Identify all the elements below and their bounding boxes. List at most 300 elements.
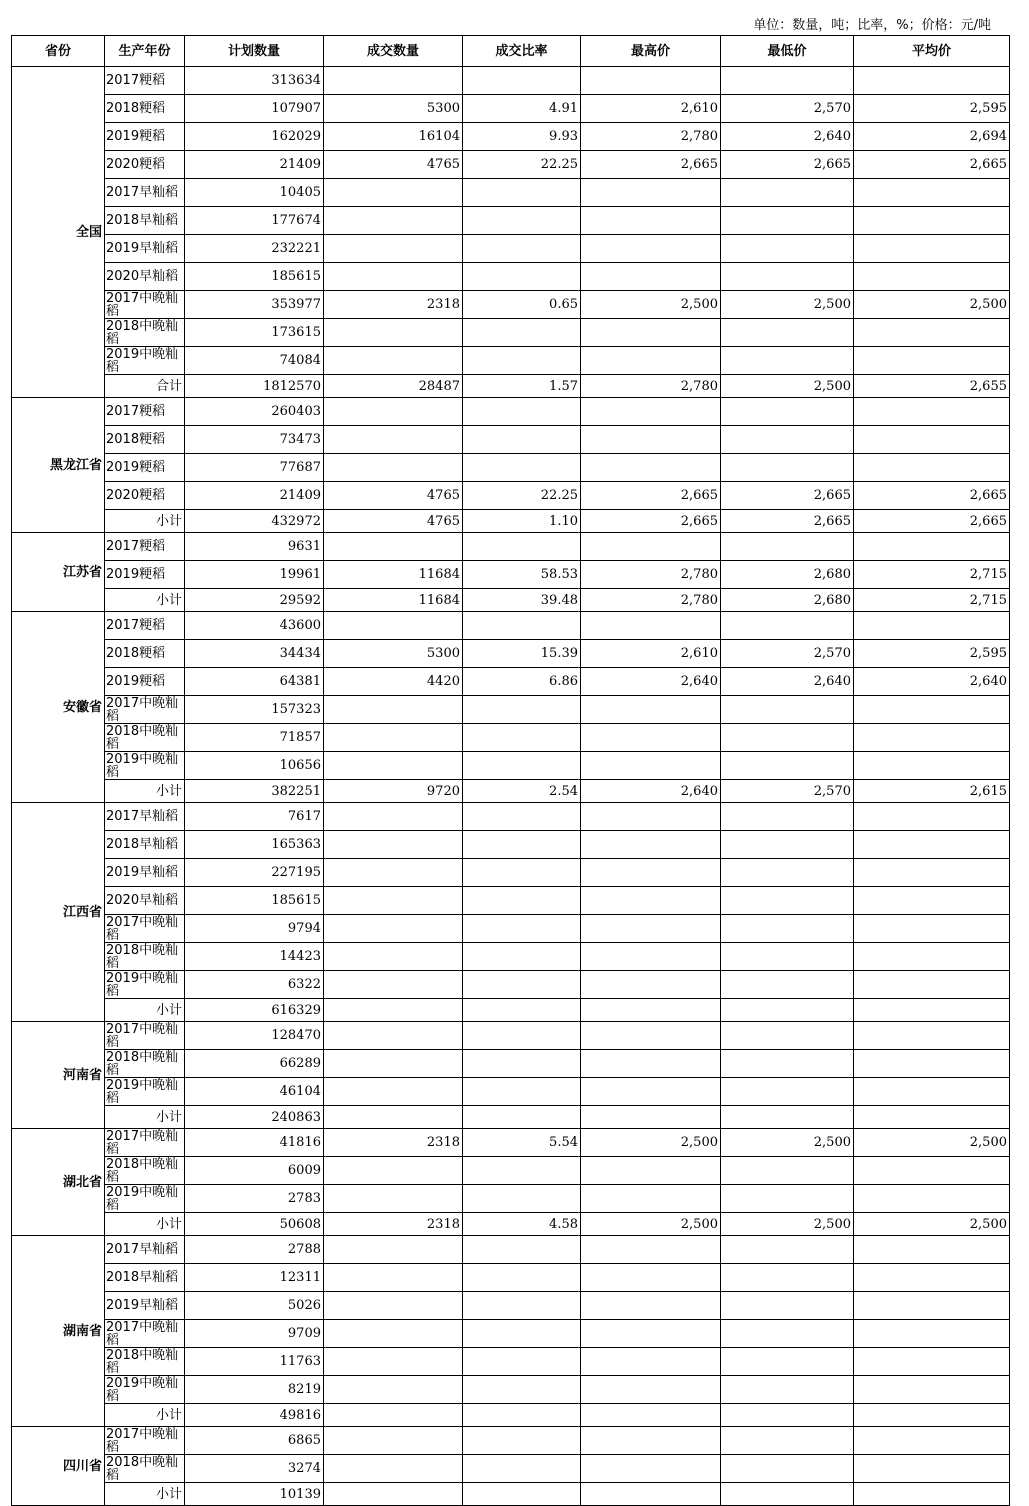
production-year-cell: 2019早籼稻 xyxy=(105,235,185,263)
production-year-cell: 2018早籼稻 xyxy=(105,1264,185,1292)
header-trade-ratio: 成交比率 xyxy=(463,36,581,67)
table-row xyxy=(12,1078,1010,1106)
average-price-cell xyxy=(854,179,1010,207)
highest-price-cell xyxy=(581,696,721,724)
trade-ratio-cell xyxy=(463,1376,581,1404)
average-price-cell xyxy=(854,1427,1010,1455)
trade-ratio-cell xyxy=(463,696,581,724)
average-price-cell xyxy=(854,1376,1010,1404)
lowest-price-cell xyxy=(721,1292,854,1320)
highest-price-cell xyxy=(581,1404,721,1427)
production-year-cell: 2018中晚籼稻 xyxy=(105,943,185,971)
lowest-price-cell xyxy=(721,235,854,263)
planned-quantity-cell: 49816 xyxy=(185,1404,324,1427)
highest-price-cell xyxy=(581,347,721,375)
traded-quantity-cell xyxy=(324,533,463,561)
trade-ratio-cell xyxy=(463,999,581,1022)
lowest-price-cell xyxy=(721,1185,854,1213)
average-price-cell xyxy=(854,1348,1010,1376)
planned-quantity-cell: 3274 xyxy=(185,1455,324,1483)
average-price-cell xyxy=(854,915,1010,943)
traded-quantity-cell xyxy=(324,319,463,347)
trade-ratio-cell xyxy=(463,1185,581,1213)
highest-price-cell xyxy=(581,319,721,347)
traded-quantity-cell xyxy=(324,1292,463,1320)
lowest-price-cell xyxy=(721,1348,854,1376)
lowest-price-cell: 2,500 xyxy=(721,291,854,319)
traded-quantity-cell xyxy=(324,803,463,831)
average-price-cell xyxy=(854,1185,1010,1213)
lowest-price-cell xyxy=(721,612,854,640)
trade-ratio-cell: 5.54 xyxy=(463,1129,581,1157)
lowest-price-cell: 2,570 xyxy=(721,640,854,668)
table-row xyxy=(12,859,1010,887)
planned-quantity-cell: 21409 xyxy=(185,482,324,510)
highest-price-cell xyxy=(581,859,721,887)
lowest-price-cell xyxy=(721,1236,854,1264)
production-year-cell: 2018早籼稻 xyxy=(105,207,185,235)
planned-quantity-cell: 107907 xyxy=(185,95,324,123)
lowest-price-cell: 2,500 xyxy=(721,375,854,398)
lowest-price-cell xyxy=(721,533,854,561)
traded-quantity-cell: 2318 xyxy=(324,291,463,319)
lowest-price-cell xyxy=(721,724,854,752)
auction-results-table xyxy=(11,35,1010,1506)
traded-quantity-cell: 4765 xyxy=(324,151,463,179)
traded-quantity-cell: 5300 xyxy=(324,640,463,668)
production-year-cell: 2018中晚籼稻 xyxy=(105,1348,185,1376)
trade-ratio-cell xyxy=(463,1106,581,1129)
province-cell: 江西省 xyxy=(12,803,105,1022)
traded-quantity-cell xyxy=(324,1157,463,1185)
province-cell: 湖南省 xyxy=(12,1236,105,1427)
lowest-price-cell: 2,665 xyxy=(721,482,854,510)
average-price-cell xyxy=(854,859,1010,887)
trade-ratio-cell xyxy=(463,724,581,752)
trade-ratio-cell xyxy=(463,235,581,263)
highest-price-cell: 2,610 xyxy=(581,640,721,668)
traded-quantity-cell xyxy=(324,724,463,752)
lowest-price-cell xyxy=(721,207,854,235)
traded-quantity-cell xyxy=(324,1404,463,1427)
trade-ratio-cell xyxy=(463,803,581,831)
traded-quantity-cell xyxy=(324,1050,463,1078)
average-price-cell xyxy=(854,831,1010,859)
table-row xyxy=(12,510,1010,533)
traded-quantity-cell xyxy=(324,752,463,780)
lowest-price-cell xyxy=(721,943,854,971)
lowest-price-cell: 2,665 xyxy=(721,510,854,533)
table-row xyxy=(12,724,1010,752)
trade-ratio-cell xyxy=(463,943,581,971)
highest-price-cell xyxy=(581,398,721,426)
highest-price-cell xyxy=(581,426,721,454)
trade-ratio-cell xyxy=(463,1292,581,1320)
trade-ratio-cell: 15.39 xyxy=(463,640,581,668)
trade-ratio-cell xyxy=(463,887,581,915)
table-row xyxy=(12,482,1010,510)
average-price-cell xyxy=(854,533,1010,561)
trade-ratio-cell xyxy=(463,859,581,887)
traded-quantity-cell xyxy=(324,1264,463,1292)
header-traded-quantity: 成交数量 xyxy=(324,36,463,67)
lowest-price-cell xyxy=(721,398,854,426)
lowest-price-cell: 2,640 xyxy=(721,668,854,696)
lowest-price-cell xyxy=(721,696,854,724)
header-lowest-price: 最低价 xyxy=(721,36,854,67)
table-row xyxy=(12,1264,1010,1292)
production-year-cell: 2017粳稻 xyxy=(105,398,185,426)
lowest-price-cell xyxy=(721,831,854,859)
traded-quantity-cell xyxy=(324,887,463,915)
trade-ratio-cell xyxy=(463,67,581,95)
traded-quantity-cell: 4765 xyxy=(324,482,463,510)
trade-ratio-cell xyxy=(463,1022,581,1050)
average-price-cell xyxy=(854,1320,1010,1348)
table-row xyxy=(12,291,1010,319)
average-price-cell xyxy=(854,1292,1010,1320)
header-province: 省份 xyxy=(12,36,105,67)
table-row xyxy=(12,1185,1010,1213)
planned-quantity-cell: 10656 xyxy=(185,752,324,780)
production-year-cell: 2020粳稻 xyxy=(105,482,185,510)
traded-quantity-cell: 28487 xyxy=(324,375,463,398)
trade-ratio-cell: 1.10 xyxy=(463,510,581,533)
trade-ratio-cell: 4.91 xyxy=(463,95,581,123)
table-row xyxy=(12,123,1010,151)
lowest-price-cell xyxy=(721,1106,854,1129)
production-year-cell: 2017中晚籼稻 xyxy=(105,696,185,724)
table-row xyxy=(12,151,1010,179)
production-year-cell: 2018中晚籼稻 xyxy=(105,724,185,752)
lowest-price-cell xyxy=(721,1264,854,1292)
planned-quantity-cell: 43600 xyxy=(185,612,324,640)
average-price-cell xyxy=(854,724,1010,752)
lowest-price-cell: 2,570 xyxy=(721,95,854,123)
average-price-cell xyxy=(854,612,1010,640)
highest-price-cell xyxy=(581,831,721,859)
lowest-price-cell xyxy=(721,1320,854,1348)
lowest-price-cell xyxy=(721,1157,854,1185)
trade-ratio-cell: 6.86 xyxy=(463,668,581,696)
traded-quantity-cell xyxy=(324,1348,463,1376)
lowest-price-cell xyxy=(721,999,854,1022)
table-row xyxy=(12,1348,1010,1376)
lowest-price-cell xyxy=(721,859,854,887)
table-row xyxy=(12,780,1010,803)
traded-quantity-cell xyxy=(324,1427,463,1455)
highest-price-cell xyxy=(581,1106,721,1129)
production-year-cell: 2018中晚籼稻 xyxy=(105,1157,185,1185)
planned-quantity-cell: 46104 xyxy=(185,1078,324,1106)
trade-ratio-cell xyxy=(463,915,581,943)
planned-quantity-cell: 227195 xyxy=(185,859,324,887)
highest-price-cell xyxy=(581,1483,721,1506)
trade-ratio-cell xyxy=(463,1348,581,1376)
trade-ratio-cell xyxy=(463,1264,581,1292)
trade-ratio-cell xyxy=(463,1483,581,1506)
highest-price-cell xyxy=(581,1320,721,1348)
table-row xyxy=(12,375,1010,398)
average-price-cell: 2,500 xyxy=(854,1213,1010,1236)
average-price-cell: 2,500 xyxy=(854,1129,1010,1157)
production-year-cell: 2017中晚籼稻 xyxy=(105,1320,185,1348)
highest-price-cell xyxy=(581,1292,721,1320)
lowest-price-cell xyxy=(721,1427,854,1455)
table-row xyxy=(12,67,1010,95)
header-highest-price: 最高价 xyxy=(581,36,721,67)
production-year-cell: 2018中晚籼稻 xyxy=(105,1455,185,1483)
planned-quantity-cell: 616329 xyxy=(185,999,324,1022)
trade-ratio-cell xyxy=(463,454,581,482)
average-price-cell xyxy=(854,207,1010,235)
table-row xyxy=(12,1022,1010,1050)
planned-quantity-cell: 2788 xyxy=(185,1236,324,1264)
table-row xyxy=(12,943,1010,971)
highest-price-cell: 2,500 xyxy=(581,1129,721,1157)
production-year-cell: 2019中晚籼稻 xyxy=(105,347,185,375)
traded-quantity-cell xyxy=(324,859,463,887)
table-row xyxy=(12,915,1010,943)
production-year-cell: 小计 xyxy=(105,999,185,1022)
average-price-cell xyxy=(854,235,1010,263)
planned-quantity-cell: 21409 xyxy=(185,151,324,179)
planned-quantity-cell: 9631 xyxy=(185,533,324,561)
lowest-price-cell xyxy=(721,319,854,347)
planned-quantity-cell: 14423 xyxy=(185,943,324,971)
traded-quantity-cell xyxy=(324,454,463,482)
average-price-cell xyxy=(854,1078,1010,1106)
highest-price-cell: 2,500 xyxy=(581,291,721,319)
highest-price-cell: 2,640 xyxy=(581,668,721,696)
planned-quantity-cell: 6322 xyxy=(185,971,324,999)
planned-quantity-cell: 19961 xyxy=(185,561,324,589)
traded-quantity-cell xyxy=(324,999,463,1022)
production-year-cell: 合计 xyxy=(105,375,185,398)
average-price-cell xyxy=(854,971,1010,999)
production-year-cell: 2019中晚籼稻 xyxy=(105,1078,185,1106)
trade-ratio-cell: 0.65 xyxy=(463,291,581,319)
trade-ratio-cell: 2.54 xyxy=(463,780,581,803)
planned-quantity-cell: 432972 xyxy=(185,510,324,533)
production-year-cell: 2017中晚籼稻 xyxy=(105,915,185,943)
planned-quantity-cell: 9794 xyxy=(185,915,324,943)
production-year-cell: 2017早籼稻 xyxy=(105,1236,185,1264)
average-price-cell xyxy=(854,1157,1010,1185)
planned-quantity-cell: 6009 xyxy=(185,1157,324,1185)
traded-quantity-cell: 2318 xyxy=(324,1213,463,1236)
average-price-cell xyxy=(854,943,1010,971)
production-year-cell: 2019粳稻 xyxy=(105,561,185,589)
planned-quantity-cell: 29592 xyxy=(185,589,324,612)
highest-price-cell xyxy=(581,803,721,831)
planned-quantity-cell: 64381 xyxy=(185,668,324,696)
table-body xyxy=(12,67,1010,1506)
average-price-cell: 2,595 xyxy=(854,640,1010,668)
production-year-cell: 2019早籼稻 xyxy=(105,859,185,887)
highest-price-cell xyxy=(581,1022,721,1050)
table-row xyxy=(12,1483,1010,1506)
lowest-price-cell: 2,640 xyxy=(721,123,854,151)
average-price-cell xyxy=(854,263,1010,291)
production-year-cell: 小计 xyxy=(105,1483,185,1506)
highest-price-cell xyxy=(581,999,721,1022)
traded-quantity-cell xyxy=(324,612,463,640)
table-row xyxy=(12,752,1010,780)
highest-price-cell xyxy=(581,454,721,482)
planned-quantity-cell: 9709 xyxy=(185,1320,324,1348)
planned-quantity-cell: 77687 xyxy=(185,454,324,482)
average-price-cell xyxy=(854,454,1010,482)
planned-quantity-cell: 10139 xyxy=(185,1483,324,1506)
highest-price-cell: 2,780 xyxy=(581,561,721,589)
planned-quantity-cell: 34434 xyxy=(185,640,324,668)
highest-price-cell: 2,610 xyxy=(581,95,721,123)
planned-quantity-cell: 6865 xyxy=(185,1427,324,1455)
planned-quantity-cell: 185615 xyxy=(185,263,324,291)
traded-quantity-cell: 2318 xyxy=(324,1129,463,1157)
trade-ratio-cell xyxy=(463,426,581,454)
production-year-cell: 2017中晚籼稻 xyxy=(105,1022,185,1050)
traded-quantity-cell xyxy=(324,263,463,291)
planned-quantity-cell: 7617 xyxy=(185,803,324,831)
trade-ratio-cell xyxy=(463,752,581,780)
lowest-price-cell: 2,500 xyxy=(721,1129,854,1157)
table-row xyxy=(12,1404,1010,1427)
planned-quantity-cell: 162029 xyxy=(185,123,324,151)
highest-price-cell xyxy=(581,1264,721,1292)
trade-ratio-cell xyxy=(463,1157,581,1185)
traded-quantity-cell xyxy=(324,1483,463,1506)
production-year-cell: 2018粳稻 xyxy=(105,640,185,668)
trade-ratio-cell xyxy=(463,831,581,859)
production-year-cell: 2018中晚籼稻 xyxy=(105,1050,185,1078)
highest-price-cell: 2,665 xyxy=(581,510,721,533)
lowest-price-cell xyxy=(721,426,854,454)
header-row xyxy=(12,36,1010,67)
province-cell: 四川省 xyxy=(12,1427,105,1506)
header-planned-quantity: 计划数量 xyxy=(185,36,324,67)
average-price-cell: 2,715 xyxy=(854,589,1010,612)
lowest-price-cell xyxy=(721,1022,854,1050)
highest-price-cell xyxy=(581,887,721,915)
average-price-cell xyxy=(854,999,1010,1022)
planned-quantity-cell: 74084 xyxy=(185,347,324,375)
lowest-price-cell xyxy=(721,67,854,95)
table-row xyxy=(12,803,1010,831)
average-price-cell xyxy=(854,696,1010,724)
table-row xyxy=(12,1376,1010,1404)
highest-price-cell xyxy=(581,943,721,971)
production-year-cell: 2017中晚籼稻 xyxy=(105,1129,185,1157)
traded-quantity-cell xyxy=(324,915,463,943)
planned-quantity-cell: 240863 xyxy=(185,1106,324,1129)
traded-quantity-cell xyxy=(324,67,463,95)
table-row xyxy=(12,533,1010,561)
lowest-price-cell xyxy=(721,915,854,943)
traded-quantity-cell xyxy=(324,1320,463,1348)
trade-ratio-cell xyxy=(463,971,581,999)
traded-quantity-cell xyxy=(324,943,463,971)
planned-quantity-cell: 50608 xyxy=(185,1213,324,1236)
table-row xyxy=(12,426,1010,454)
planned-quantity-cell: 73473 xyxy=(185,426,324,454)
trade-ratio-cell xyxy=(463,533,581,561)
planned-quantity-cell: 10405 xyxy=(185,179,324,207)
table-row xyxy=(12,668,1010,696)
traded-quantity-cell xyxy=(324,207,463,235)
highest-price-cell xyxy=(581,971,721,999)
trade-ratio-cell xyxy=(463,398,581,426)
province-cell: 江苏省 xyxy=(12,533,105,612)
production-year-cell: 2017中晚籼稻 xyxy=(105,1427,185,1455)
traded-quantity-cell xyxy=(324,1376,463,1404)
production-year-cell: 2019粳稻 xyxy=(105,454,185,482)
production-year-cell: 2019粳稻 xyxy=(105,668,185,696)
table-row xyxy=(12,454,1010,482)
average-price-cell xyxy=(854,887,1010,915)
highest-price-cell: 2,780 xyxy=(581,375,721,398)
table-row xyxy=(12,1157,1010,1185)
table-row xyxy=(12,207,1010,235)
average-price-cell xyxy=(854,1404,1010,1427)
highest-price-cell xyxy=(581,235,721,263)
planned-quantity-cell: 41816 xyxy=(185,1129,324,1157)
highest-price-cell xyxy=(581,612,721,640)
traded-quantity-cell: 4765 xyxy=(324,510,463,533)
production-year-cell: 小计 xyxy=(105,510,185,533)
highest-price-cell xyxy=(581,533,721,561)
highest-price-cell xyxy=(581,1185,721,1213)
lowest-price-cell xyxy=(721,454,854,482)
highest-price-cell xyxy=(581,1376,721,1404)
lowest-price-cell xyxy=(721,971,854,999)
table-row xyxy=(12,640,1010,668)
production-year-cell: 2017粳稻 xyxy=(105,533,185,561)
production-year-cell: 2018早籼稻 xyxy=(105,831,185,859)
average-price-cell: 2,615 xyxy=(854,780,1010,803)
trade-ratio-cell xyxy=(463,1050,581,1078)
lowest-price-cell: 2,500 xyxy=(721,1213,854,1236)
planned-quantity-cell: 260403 xyxy=(185,398,324,426)
planned-quantity-cell: 185615 xyxy=(185,887,324,915)
production-year-cell: 2017早籼稻 xyxy=(105,179,185,207)
average-price-cell xyxy=(854,1236,1010,1264)
trade-ratio-cell xyxy=(463,1236,581,1264)
trade-ratio-cell xyxy=(463,319,581,347)
highest-price-cell xyxy=(581,1427,721,1455)
planned-quantity-cell: 177674 xyxy=(185,207,324,235)
highest-price-cell xyxy=(581,263,721,291)
planned-quantity-cell: 353977 xyxy=(185,291,324,319)
unit-note: 单位：数量，吨；比率，%；价格：元/吨 xyxy=(753,18,991,33)
table-row xyxy=(12,398,1010,426)
average-price-cell xyxy=(854,1264,1010,1292)
highest-price-cell xyxy=(581,752,721,780)
production-year-cell: 2019粳稻 xyxy=(105,123,185,151)
traded-quantity-cell xyxy=(324,1185,463,1213)
planned-quantity-cell: 11763 xyxy=(185,1348,324,1376)
traded-quantity-cell xyxy=(324,831,463,859)
average-price-cell xyxy=(854,426,1010,454)
traded-quantity-cell xyxy=(324,1022,463,1050)
highest-price-cell: 2,665 xyxy=(581,482,721,510)
traded-quantity-cell: 4420 xyxy=(324,668,463,696)
traded-quantity-cell: 5300 xyxy=(324,95,463,123)
highest-price-cell xyxy=(581,67,721,95)
table-row xyxy=(12,1050,1010,1078)
lowest-price-cell xyxy=(721,1078,854,1106)
